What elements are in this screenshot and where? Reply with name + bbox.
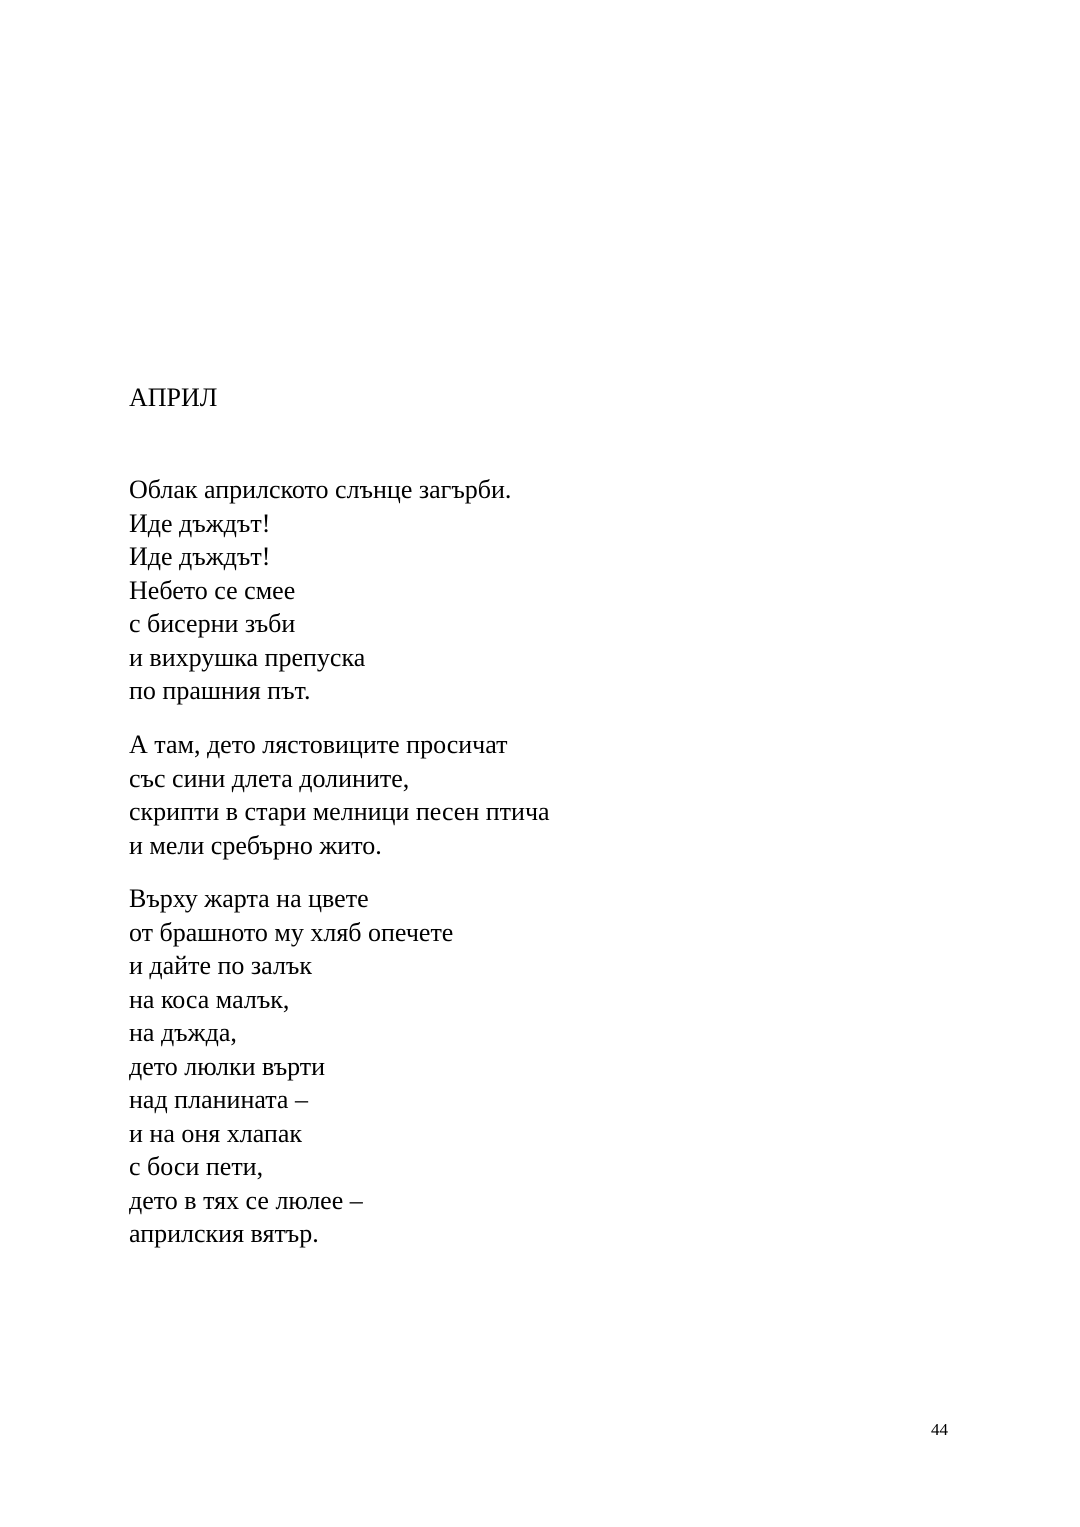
verse-line: от брашното му хляб опечете [129,917,454,947]
verse-line: Облак априлското слънце загърби. [129,475,512,504]
verse-line: и вихрушка препуска [129,642,366,672]
stanza-1 [129,473,511,708]
verse-line: Иде дъждът! [129,542,271,571]
verse-line: Иде дъждът! [129,508,271,538]
stanza-2 [129,728,550,862]
verse-line: на коса малък, [129,984,290,1014]
verse-line: над планината – [129,1085,308,1114]
verse-line: и на оня хлапак [129,1118,302,1148]
verse-line: със сини длета долините, [129,763,410,793]
stanza-3 [129,882,453,1251]
verse-line: скрипти в стари мелници песен птича [129,797,550,826]
poem-title: АПРИЛ [129,383,218,412]
verse-line: и мели сребърно жито. [129,830,382,860]
verse-line: Небето се смее [129,575,296,605]
page-number: 44 [931,1420,948,1439]
verse-line: А там, дето лястовиците просичат [129,730,508,759]
verse-line: Върху жарта на цвете [129,884,369,913]
verse-line: и дайте по залък [129,951,313,980]
verse-line: априлския вятър. [129,1219,319,1248]
verse-line: дето в тях се люлее – [129,1185,363,1215]
verse-line: с боси пети, [129,1152,264,1181]
verse-line: по прашния път. [129,676,311,705]
verse-line: дето люлки върти [129,1051,326,1081]
verse-line: с бисерни зъби [129,609,296,638]
verse-line: на дъжда, [129,1018,237,1047]
